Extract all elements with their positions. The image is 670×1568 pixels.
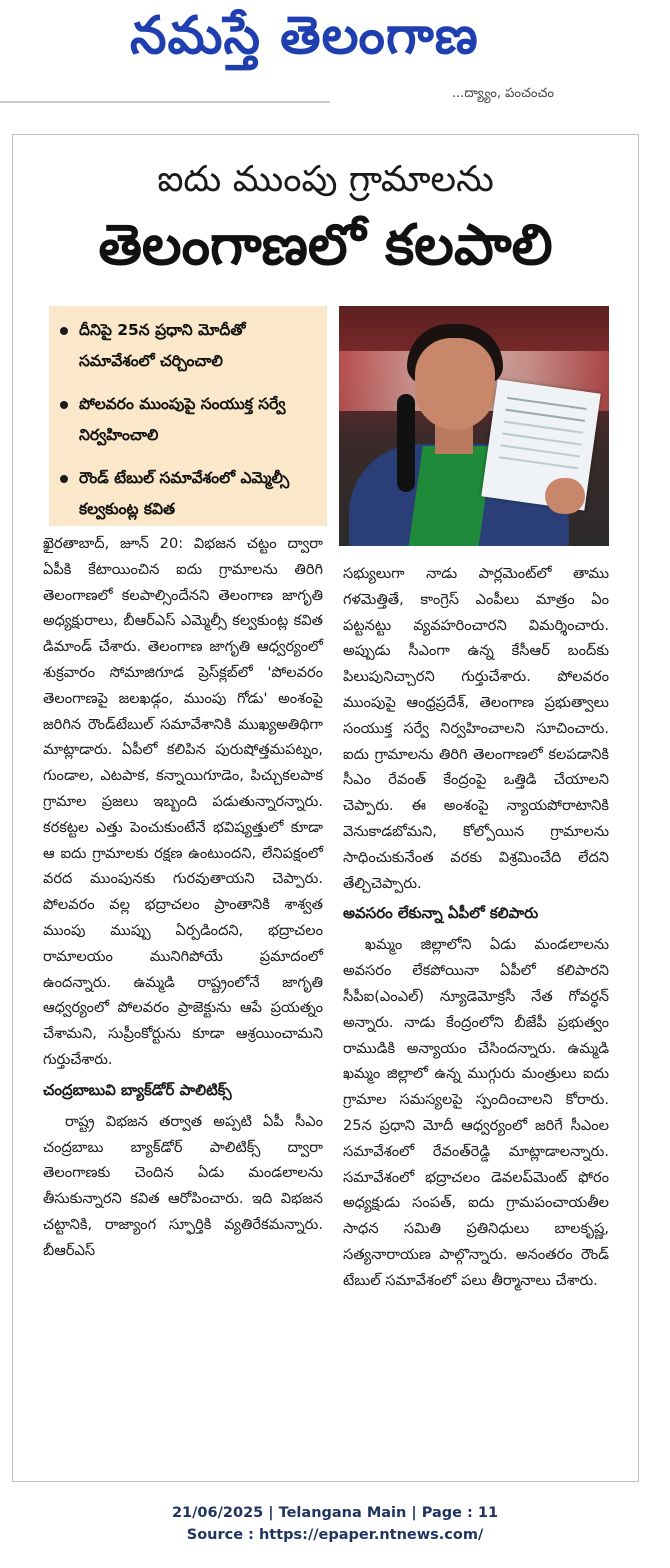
headline-line1: ఐదు ముంపు గ్రామాలను <box>157 159 494 200</box>
photo-figure-shawl <box>407 446 492 546</box>
headline-line2: తెలంగాణలో కలపాలి <box>98 213 553 278</box>
column2-paragraph1: సభ్యులుగా నాడు పార్లమెంట్‌లో తాము గళమెత్తితే, కాంగ్రెస్ ఎంపీలు మాత్రం ఏం పట్టనట్టు వ్యవహరించారని విమర్శించారు. అప్పుడు సీఎంగా ఉన్న కేసీఆర్ బంద్‌కు పిలుపునిచ్చారని గుర్తుచేశారు. పోలవరం ముంపుపై ఆంధ్రప్రదేశ్, తెలంగాణ ప్రభుత్వాలు సంయుక్త సర్వే నిర్వహించాలని సూచించారు. ఐదు గ్రామాలను తిరిగి తెలంగాణలో కలపడానికి సీఎం రేవంత్ కేంద్రంపై ఒత్తిడి చేయాలని చెప్పారు. ఈ అంశంపై న్యాయపోరాటానికి వెనుకాడబోమని, కోల్పోయిన గ్రామాలను సాధించుకునేంత వరకు విశ్రమించేది లేదని తేల్చిచెప్పారు. <box>343 565 609 892</box>
speaker-photo <box>339 306 609 546</box>
footer-edition-line: 21/06/2025 | Telangana Main | Page : 11 <box>171 1505 499 1521</box>
photo-figure-hand <box>545 478 585 514</box>
article-clipping <box>12 134 639 1482</box>
highlight-item <box>49 306 327 380</box>
photo-figure-face <box>415 338 495 430</box>
bullet-icon <box>60 327 68 335</box>
article-column-1 <box>43 531 323 1264</box>
bullet-icon <box>60 475 68 483</box>
highlight-item <box>49 380 327 454</box>
column1-paragraph2: రాష్ట్ర విభజన తర్వాత అప్పటి ఏపీ సీఎం చంద్రబాబు బ్యాక్‌డోర్ పాలిటిక్స్ ద్వారా తెలంగాణకు చెందిన ఏడు మండలాలను తీసుకున్నారని కవిత ఆరోపించారు. ఇది విభజన చట్టానికి, రాజ్యాంగ స్ఫూర్తికి వ్యతిరేకమన్నారు. బీఆర్ఎస్ <box>43 1112 323 1259</box>
newspaper-logo: నమస్తే తెలంగాణ <box>130 6 479 66</box>
column2-subheading: అవసరం లేకున్నా ఏపీలో కలిపారు <box>343 904 539 923</box>
highlight-text: దీనిపై 25న ప్రధాని మోదీతో సమావేశంలో చర్చించాలి <box>79 321 246 370</box>
masthead-rule <box>0 101 330 103</box>
highlights-box <box>49 306 327 526</box>
dateline-fragment: ...ద్య్యాం, పంచంచం <box>452 86 554 101</box>
article-column-2 <box>343 561 609 1294</box>
column1-subheading: చంద్రబాబువి బ్యాక్‌డోర్ పాలిటిక్స్ <box>43 1080 232 1099</box>
highlight-text: రౌండ్ టేబుల్ సమావేశంలో ఎమ్మెల్సీ కల్వకుంట్ల కవిత <box>79 469 290 518</box>
highlight-text: పోలవరం ముంపుపై సంయుక్త సర్వే నిర్వహించాలి <box>79 395 286 444</box>
footer-source-line: Source : https://epaper.ntnews.com/ <box>186 1527 484 1543</box>
microphone-icon <box>397 394 415 492</box>
bullet-icon <box>60 401 68 409</box>
page-footer <box>0 1502 670 1546</box>
column2-paragraph2: ఖమ్మం జిల్లాలోని ఏడు మండలాలను అవసరం లేకపోయినా ఏపీలో కలిపారని సీపీఐ(ఎంఎల్) న్యూడెమోక్రసీ నేత గోవర్ధన్ అన్నారు. నాడు కేంద్రంలోని బీజేపీ ప్రభుత్వం రాముడికి అన్యాయం చేసిందన్నారు. ఉమ్మడి ఖమ్మం జిల్లాలో ఉన్న ముగ్గురు మంత్రులు ఐదు గ్రామాల సమస్యలపై స్పందించాలని కోరారు. 25న ప్రధాని మోదీ ఆధ్వర్యంలో జరిగే సీఎంల సమావేశంలో రేవంత్‌రెడ్డి మాట్లాడాలన్నారు. సమావేశంలో భద్రాచలం డెవలప్‌మెంట్ ఫోరం అధ్యక్షుడు సంపత్, ఐదు గ్రామపంచాయతీల సాధన సమితి ప్రతినిధులు బాలకృష్ణ, సత్యనారాయణ పాల్గొన్నారు. అనంతరం రౌండ్ టేబుల్ సమావేశంలో పలు తీర్మానాలు చేశారు. <box>343 936 609 1289</box>
highlight-item <box>49 454 327 528</box>
column1-paragraph1: ఖైరతాబాద్, జూన్ 20: విభజన చట్టం ద్వారా ఏపీకి కేటాయించిన ఐదు గ్రామాలను తిరిగి తెలంగాణలో కలపాల్సిందేనని తెలంగాణ జాగృతి అధ్యక్షురాలు, బీఆర్ఎస్ ఎమ్మెల్సీ కల్వకుంట్ల కవిత డిమాండ్ చేశారు. తెలంగాణ జాగృతి ఆధ్వర్యంలో శుక్రవారం సోమాజిగూడ ప్రెస్‌క్లబ్‌లో 'పోలవరం తెలంగాణపై జలఖడ్గం, ముంపు గోడు' అంశంపై జరిగిన రౌండ్‌టేబుల్ సమావేశానికి ముఖ్యఅతిథిగా మాట్లాడారు. ఏపీలో కలిపిన పురుషోత్తమపట్నం, గుండాల, ఎటపాక, కన్నాయిగూడెం, పిచ్చుకలపాక గ్రామాల ప్రజలు ఇబ్బంది పడుతున్నారన్నారు. కరకట్టల ఎత్తు పెంచుకుంటేనే భవిష్యత్తులో కూడా ఆ ఐదు గ్రామాలకు రక్షణ ఉంటుందని, లేనిపక్షంలో వరద ముంపునకు గురవుతాయని చెప్పారు. పోలవరం వల్ల భద్రాచలం ప్రాంతానికి శాశ్వత ముంపు ముప్పు ఏర్పడిందని, భద్రాచలం రామాలయం మునిగిపోయే ప్రమాదంలో ఉందన్నారు. ఉమ్మడి రాష్ట్రంలోనే జాగృతి ఆధ్వర్యంలో పోలవరం ప్రాజెక్టును ఆపే ప్రయత్నం చేశామని, సుప్రీంకోర్టును కూడా ఆశ్రయించామని గుర్తుచేశారు. <box>43 535 323 1068</box>
masthead <box>0 0 670 101</box>
